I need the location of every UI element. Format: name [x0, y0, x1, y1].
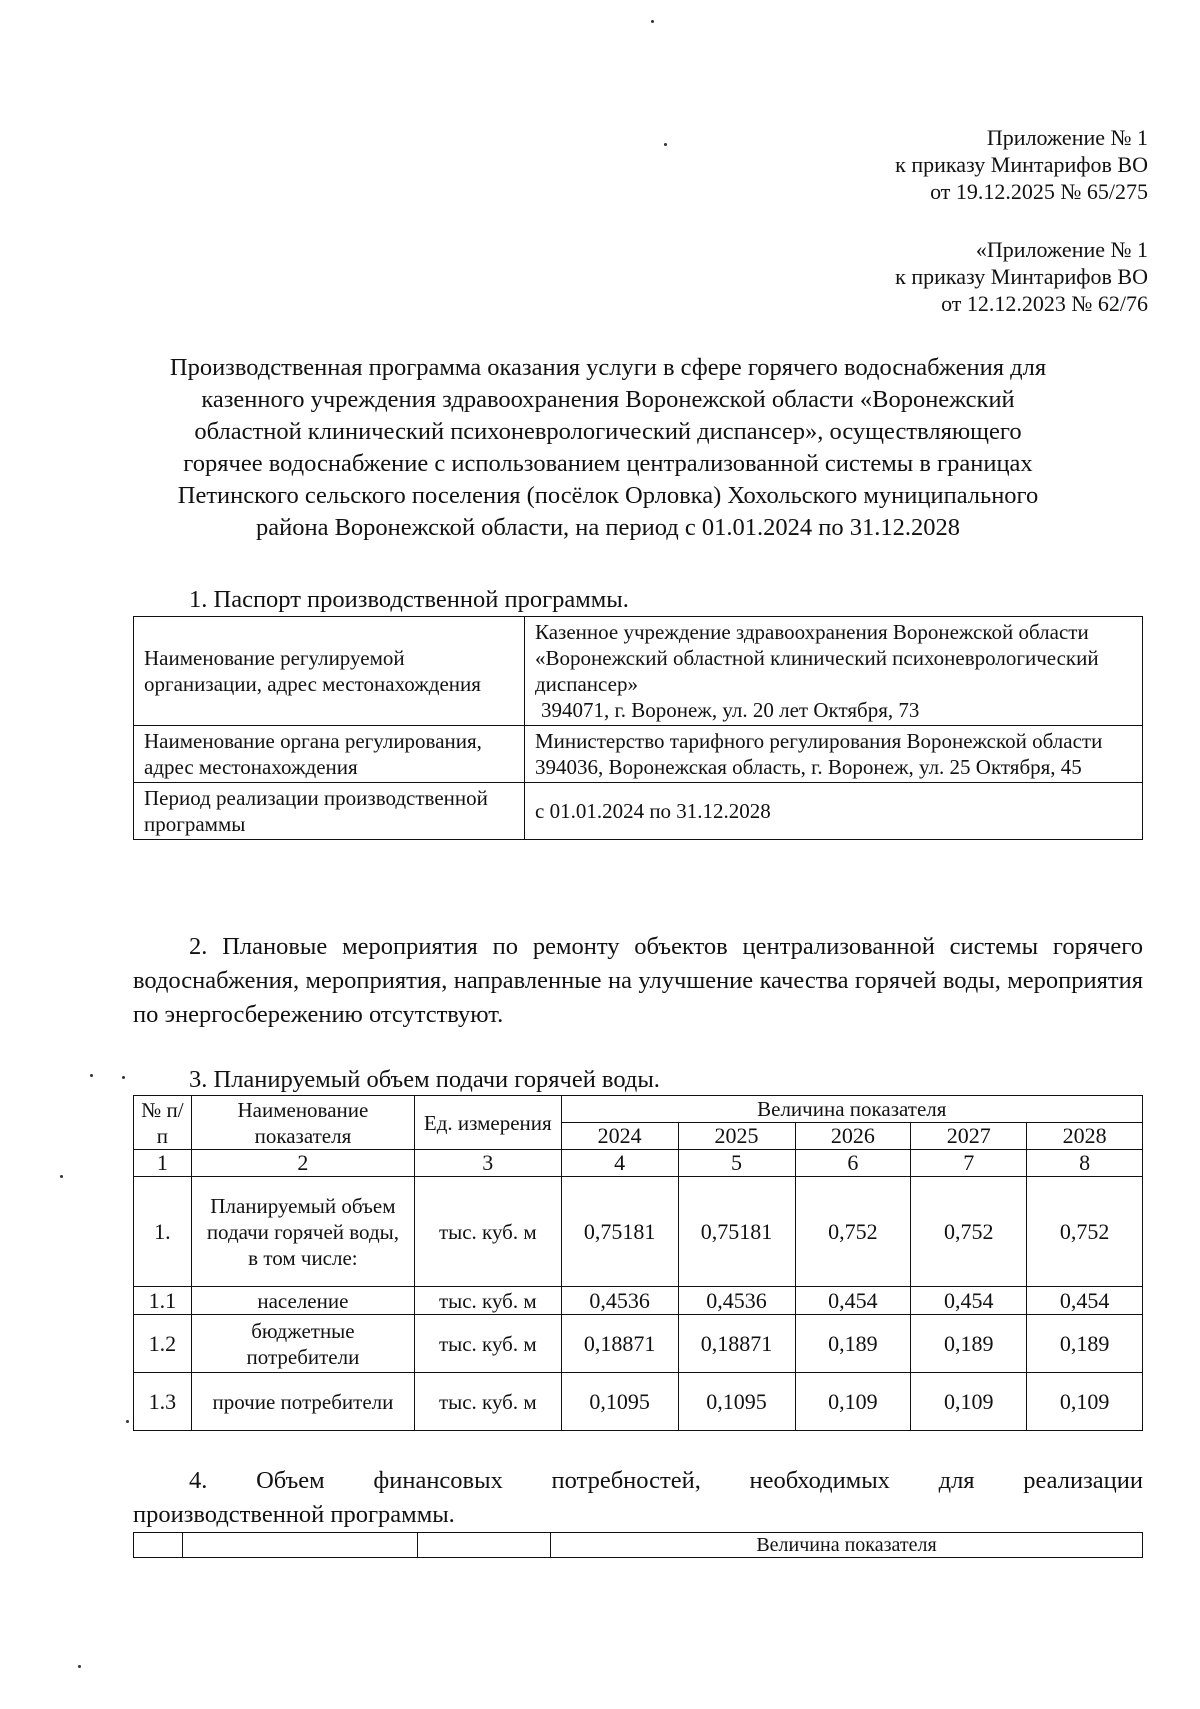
empty-cell [183, 1533, 418, 1558]
header-name: Наименование показателя [191, 1096, 414, 1150]
header-year: 2026 [795, 1123, 911, 1150]
column-number: 5 [678, 1150, 795, 1177]
empty-cell [134, 1533, 183, 1558]
finance-header-value-group: Величина показателя [551, 1533, 1143, 1558]
appendix-current-line1: Приложение № 1 [986, 125, 1148, 150]
column-number-row [134, 1150, 1143, 1177]
header-year: 2027 [911, 1123, 1027, 1150]
passport-label: Наименование органа регулирования, адрес местонахождения [134, 726, 525, 783]
row-value: 0,109 [1027, 1373, 1143, 1431]
row-num: 1.3 [134, 1373, 192, 1431]
passport-heading: 1. Паспорт производственной программы. [189, 586, 629, 613]
row-value: 0,18871 [561, 1315, 678, 1373]
row-value: 0,752 [911, 1177, 1027, 1287]
scan-speck [122, 1076, 125, 1079]
appendix-original-line2: к приказу Минтарифов ВО [895, 264, 1148, 289]
row-num: 1.2 [134, 1315, 192, 1373]
title-line: горячее водоснабжение с использованием централизованной системы в границах [183, 450, 1033, 477]
row-unit: тыс. куб. м [415, 1315, 562, 1373]
row-value: 0,75181 [678, 1177, 795, 1287]
passport-value [525, 726, 1143, 783]
row-value: 0,1095 [678, 1373, 795, 1431]
row-name: Планируемый объем подачи горячей воды, в том числе: [191, 1177, 414, 1287]
row-value: 0,109 [911, 1373, 1027, 1431]
scan-speck [60, 1175, 63, 1178]
column-number: 8 [1027, 1150, 1143, 1177]
row-value: 0,752 [1027, 1177, 1143, 1287]
row-value: 0,18871 [678, 1315, 795, 1373]
column-number: 4 [561, 1150, 678, 1177]
header-year: 2024 [561, 1123, 678, 1150]
row-value: 0,189 [795, 1315, 911, 1373]
row-unit: тыс. куб. м [415, 1373, 562, 1431]
row-value: 0,4536 [561, 1287, 678, 1315]
passport-value [525, 617, 1143, 726]
empty-cell [418, 1533, 551, 1558]
finance-table [133, 1532, 1143, 1558]
row-value: 0,189 [1027, 1315, 1143, 1373]
appendix-original-reference [895, 236, 1148, 317]
header-unit: Ед. измерения [415, 1096, 562, 1150]
passport-label: Наименование регулируемой организации, адрес местонахождения [134, 617, 525, 726]
row-num: 1.1 [134, 1287, 192, 1315]
column-number: 6 [795, 1150, 911, 1177]
row-name: бюджетные потребители [191, 1315, 414, 1373]
row-unit: тыс. куб. м [415, 1177, 562, 1287]
header-num: № п/п [134, 1096, 192, 1150]
table-row [134, 1287, 1143, 1315]
column-number: 3 [415, 1150, 562, 1177]
passport-value-line: 394036, Воронежская область, г. Воронеж, ул. 25 Октября, 45 [535, 755, 1082, 779]
row-value: 0,454 [911, 1287, 1027, 1315]
column-number: 7 [911, 1150, 1027, 1177]
header-year: 2028 [1027, 1123, 1143, 1150]
passport-label: Период реализации производственной программы [134, 783, 525, 840]
table-row [134, 1315, 1143, 1373]
table-header-row [134, 1096, 1143, 1123]
title-line: Петинского сельского поселения (посёлок Орловка) Хохольского муниципального [177, 482, 1039, 509]
row-name: прочие потребители [191, 1373, 414, 1431]
header-year: 2025 [678, 1123, 795, 1150]
passport-value-line: Казенное учреждение здравоохранения Воронежской области «Воронежский областной клинический психоневрологический диспансер» [535, 620, 1099, 696]
table-row [134, 617, 1143, 726]
document-title [128, 352, 1088, 544]
section4-paragraph-tail: производственной программы. [133, 1501, 455, 1528]
volume-table [133, 1095, 1143, 1431]
appendix-current-line2: к приказу Минтарифов ВО [895, 152, 1148, 177]
scan-speck [664, 143, 667, 146]
row-value: 0,454 [1027, 1287, 1143, 1315]
row-value: 0,454 [795, 1287, 911, 1315]
scan-speck [651, 20, 654, 23]
appendix-original-line3: от 12.12.2023 № 62/76 [941, 291, 1148, 316]
passport-value: с 01.01.2024 по 31.12.2028 [525, 783, 1143, 840]
section4-paragraph: 4. Объем финансовых потребностей, необходимых для реализации [189, 1467, 1143, 1494]
table-row [134, 1177, 1143, 1287]
passport-value-line: Министерство тарифного регулирования Воронежской области [535, 729, 1103, 753]
header-value-group: Величина показателя [561, 1096, 1142, 1123]
appendix-original-line1: «Приложение № 1 [975, 237, 1148, 262]
row-value: 0,1095 [561, 1373, 678, 1431]
table-header-row [134, 1533, 1143, 1558]
passport-value-line: 394071, г. Воронеж, ул. 20 лет Октября, 73 [541, 698, 920, 722]
row-value: 0,75181 [561, 1177, 678, 1287]
scan-speck [78, 1665, 81, 1668]
title-line: областной клинический психоневрологический диспансер», осуществляющего [194, 418, 1022, 445]
row-value: 0,109 [795, 1373, 911, 1431]
column-number: 2 [191, 1150, 414, 1177]
appendix-current-reference [895, 124, 1148, 205]
table-row [134, 726, 1143, 783]
row-value: 0,189 [911, 1315, 1027, 1373]
table-row [134, 783, 1143, 840]
appendix-current-line3: от 19.12.2025 № 65/275 [930, 179, 1148, 204]
title-line: казенного учреждения здравоохранения Воронежской области «Воронежский [201, 386, 1015, 413]
scan-speck [90, 1074, 93, 1077]
title-line: Производственная программа оказания услуги в сфере горячего водоснабжения для [169, 354, 1047, 381]
row-value: 0,752 [795, 1177, 911, 1287]
table-row [134, 1373, 1143, 1431]
row-unit: тыс. куб. м [415, 1287, 562, 1315]
scan-speck [126, 1420, 129, 1423]
title-line: района Воронежской области, на период с 01.01.2024 по 31.12.2028 [255, 514, 961, 541]
row-value: 0,4536 [678, 1287, 795, 1315]
volume-heading: 3. Планируемый объем подачи горячей воды. [189, 1066, 660, 1093]
row-num: 1. [134, 1177, 192, 1287]
passport-table [133, 616, 1143, 840]
column-number: 1 [134, 1150, 192, 1177]
row-name: население [191, 1287, 414, 1315]
section2-paragraph: 2. Плановые мероприятия по ремонту объектов централизованной системы горячего водоснабжения, мероприятия, направленные на улучшение качества горячей воды, мероприятия по энергосбережению отсутствуют. [133, 933, 1143, 1028]
